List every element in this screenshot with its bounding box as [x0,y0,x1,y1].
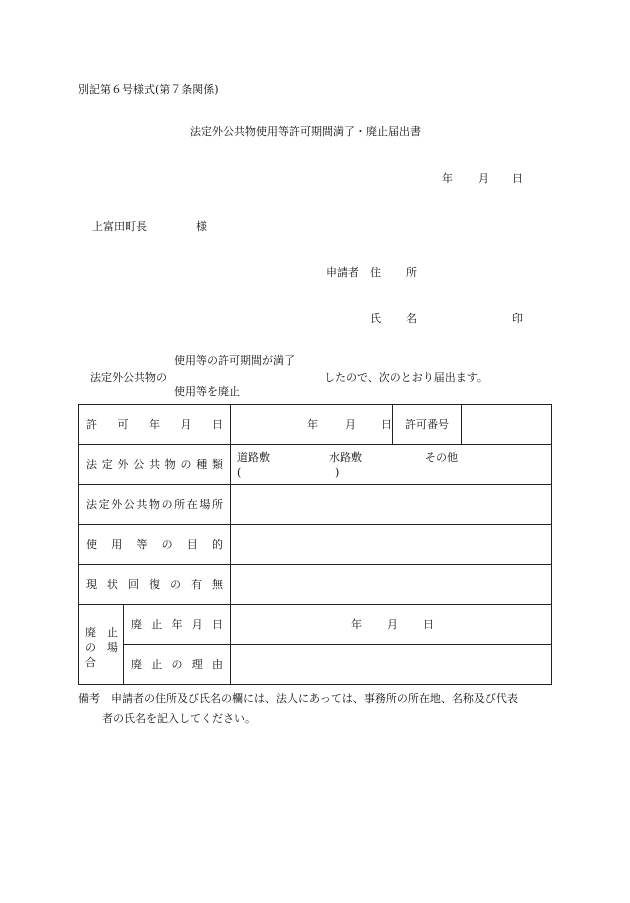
abolish-reason-label-cell [124,645,231,685]
label-char: 公 [133,458,145,471]
label-char: 法 [86,458,97,471]
remarks-line-2: 者の氏名を記入してください。 [102,712,256,725]
name-label-2: 名 [406,312,417,325]
label-char: 可 [117,418,129,431]
permit-year-label: 年 [307,418,318,431]
label-char: 廃 [131,618,142,631]
label-char: 定 [101,458,113,471]
abolish-reason-row [79,645,552,685]
date-year-label: 年 [442,172,453,185]
label-char: 場 [107,641,118,654]
label-char: 在 [186,498,198,511]
permit-date-field[interactable] [231,405,393,445]
remarks-line-1: 備考 申請者の住所及び氏名の欄には、法人にあっては、事務所の所在地、名称及び代表 [78,692,518,705]
label-char: 共 [136,498,148,511]
type-paren-open: ( [237,466,242,479]
label-char: 止 [151,658,163,671]
type-label-cell [79,445,231,485]
label-char: 止 [107,626,118,639]
purpose-label-cell [79,525,231,565]
label-char: 法 [86,498,97,511]
permit-number-field[interactable] [462,405,552,445]
label-char: 廃 [85,626,96,639]
restore-label-cell [79,565,231,605]
document-title: 法定外公共物使用等許可期間満了・廃止届出書 [190,125,421,138]
statement-abolish-option: 使用等を廃止 [174,385,240,398]
label-char: 許 [86,418,97,431]
label-char: 年 [171,618,183,631]
label-char: 類 [212,458,223,471]
type-field[interactable] [231,445,552,485]
label-char: 回 [128,578,139,591]
applicant-label: 申請者 [326,266,359,279]
label-char: 所 [174,498,186,511]
label-char: 有 [191,578,202,591]
abolish-reason-field[interactable] [231,645,552,685]
address-label-2: 所 [406,266,417,279]
permit-month-label: 月 [345,418,356,431]
label-char: 公 [123,498,135,511]
permit-date-row [79,405,552,445]
purpose-field[interactable] [231,525,552,565]
label-char: 止 [151,618,163,631]
abolish-date-row [79,605,552,645]
label-char: 復 [149,578,160,591]
label-char: の [170,578,181,591]
label-char: 日 [212,618,223,631]
label-char: 廃 [131,658,142,671]
label-char: 定 [98,498,110,511]
permit-date-label-cell [79,405,231,445]
abolish-month-label: 月 [387,618,398,631]
label-char: の [180,458,192,471]
label-char: 理 [191,658,203,671]
type-option-road: 道路敷 [237,451,270,464]
label-char: 年 [149,418,160,431]
date-day-label: 日 [512,172,523,185]
address-label-1: 住 [370,266,381,279]
type-option-other: その他 [425,451,458,464]
label-char: 外 [111,498,123,511]
abolish-group-label-cell [79,605,124,685]
notification-form-table [78,404,552,685]
label-char: 物 [148,498,160,511]
permit-number-label: 許可番号 [405,418,449,431]
type-row [79,445,552,485]
label-char: の [161,538,173,551]
seal-mark: 印 [512,312,523,325]
label-char: 種 [196,458,208,471]
restore-row [79,565,552,605]
label-char: 共 [149,458,160,471]
label-char: 現 [86,578,97,591]
label-char: 無 [212,578,223,591]
label-char: 用 [111,538,123,551]
label-char: 外 [117,458,129,471]
label-char: 状 [107,578,118,591]
label-char: 日 [212,418,223,431]
label-char: 目 [186,538,198,551]
date-month-label: 月 [478,172,489,185]
addressee-honorific: 様 [196,220,207,233]
label-char: の [85,641,96,654]
statement-expire-option: 使用等の許可期間が満了 [174,354,295,367]
label-char: 合 [85,656,96,669]
label-char: 場 [199,498,211,511]
label-char: 月 [180,418,192,431]
location-field[interactable] [231,485,552,525]
abolish-date-label-cell [124,605,231,645]
form-number: 別記第６号様式(第７条関係) [78,83,219,96]
label-char: 物 [164,458,176,471]
label-char: 的 [211,538,223,551]
statement-prefix: 法定外公共物の [90,371,167,384]
label-char: 使 [86,538,97,551]
name-label-1: 氏 [370,312,381,325]
location-label-cell [79,485,231,525]
type-option-water: 水路敷 [329,451,362,464]
label-char: 月 [191,618,203,631]
permit-day-label: 日 [381,418,392,431]
statement-suffix: したので、次のとおり届出ます。 [324,371,488,384]
label-char: の [171,658,183,671]
addressee: 上富田町長 [92,220,147,233]
restore-field[interactable] [231,565,552,605]
type-paren-close: ) [335,466,340,479]
label-char: の [161,498,173,511]
permit-number-label-cell [393,405,462,445]
location-row [79,485,552,525]
label-char: 由 [212,658,223,671]
abolish-year-label: 年 [351,618,362,631]
abolish-day-label: 日 [423,618,434,631]
abolish-date-field[interactable] [231,605,552,645]
label-char: 等 [136,538,148,551]
label-char: 所 [211,498,223,511]
purpose-row [79,525,552,565]
